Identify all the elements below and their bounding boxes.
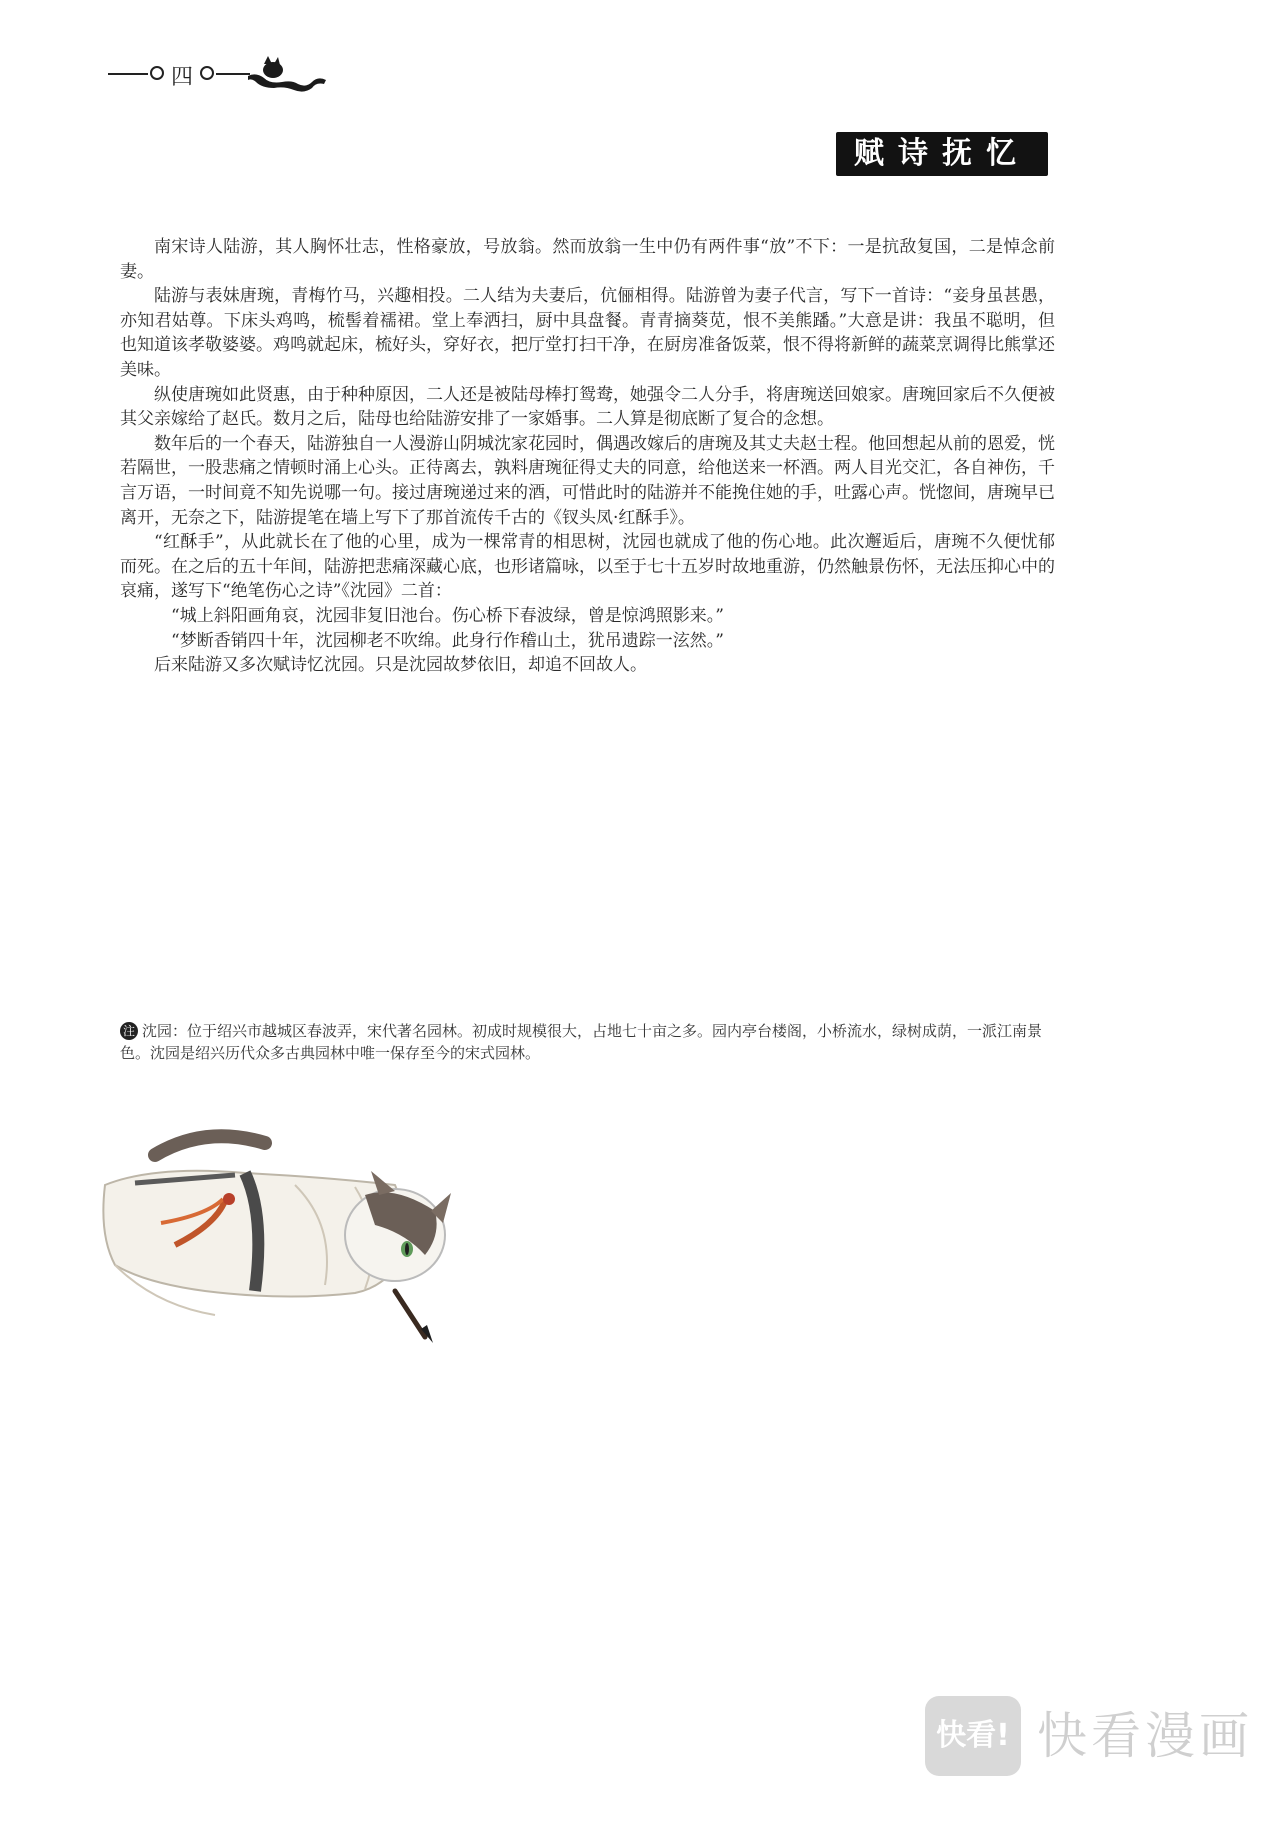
paragraph: 南宋诗人陆游，其人胸怀壮志，性格豪放，号放翁。然而放翁一生中仍有两件事“放”不下：一是抗敌复国，二是悼念前妻。 [120, 237, 1055, 282]
watermark-text: 快看漫画 [1037, 1707, 1253, 1765]
scholar-cat-illustration [95, 1115, 495, 1345]
poem-line: “梦断香销四十年，沈园柳老不吹绵。此身行作稽山土，犹吊遗踪一泫然。” [171, 630, 724, 651]
header-rule-left [108, 73, 148, 75]
watermark [925, 1690, 1265, 1780]
header-ring-right [200, 66, 214, 80]
paragraph: “红酥手”，从此就长在了他的心里，成为一棵常青的相思树，沈园也就成了他的伤心地。此次邂逅后，唐琬不久便忧郁而死。在之后的五十年间，陆游把悲痛深藏心底，也形诸篇咏，以至于七十五岁时故地重游，仍然触景伤怀，无法压抑心中的哀痛，遂写下“绝笔伤心之诗”《沈园》二首： [120, 532, 1055, 602]
article-body [120, 235, 1055, 678]
closing-paragraph: 后来陆游又多次赋诗忆沈园。只是沈园故梦依旧，却追不回故人。 [154, 655, 647, 676]
poem-line: “城上斜阳画角哀，沈园非复旧池台。伤心桥下春波绿，曾是惊鸿照影来。” [171, 605, 724, 626]
paragraph: 纵使唐琬如此贤惠，由于种种原因，二人还是被陆母棒打鸳鸯，她强令二人分手，将唐琬送回娘家。唐琬回家后不久便被其父亲嫁给了赵氏。数月之后，陆母也给陆游安排了一家婚事。二人算是彻底断了复合的念想。 [120, 384, 1055, 430]
page-header [108, 54, 328, 94]
note-text: 沈园：位于绍兴市越城区春波弄，宋代著名园林。初成时规模很大，占地七十亩之多。园内亭台楼阁，小桥流水，绿树成荫，一派江南景色。沈园是绍兴历代众多古典园林中唯一保存至今的宋式园林。 [120, 1022, 1043, 1062]
paragraph: 数年后的一个春天，陆游独自一人漫游山阴城沈家花园时，偶遇改嫁后的唐琬及其丈夫赵士程。他回想起从前的恩爱，恍若隔世，一股悲痛之情顿时涌上心头。正待离去，孰料唐琬征得丈夫的同意，给他送来一杯酒。两人目光交汇，各自神伤，千言万语，一时间竟不知先说哪一句。接过唐琬递过来的酒，可惜此时的陆游并不能挽住她的手，吐露心声。恍惚间，唐琬早已离开，无奈之下，陆游提笔在墙上写下了那首流传千古的《钗头凤·红酥手》。 [120, 433, 1055, 528]
footnote [120, 1020, 1055, 1064]
page-number: 四 [170, 65, 193, 90]
header-ring-left [150, 66, 164, 80]
paragraph: 陆游与表妹唐琬，青梅竹马，兴趣相投。二人结为夫妻后，伉俪相得。陆游曾为妻子代言，写下一首诗：“妾身虽甚愚，亦知君姑尊。下床头鸡鸣，梳髻着襦裙。堂上奉洒扫，厨中具盘餐。青青摘葵苋，恨不美熊蹯。”大意是讲：我虽不聪明，但也知道该孝敬婆婆。鸡鸣就起床，梳好头，穿好衣，把厅堂打扫干净，在厨房准备饭菜，恨不得将新鲜的蔬菜烹调得比熊掌还美味。 [120, 286, 1055, 380]
header-rule-right [216, 73, 250, 75]
watermark-badge: 快看! [925, 1696, 1021, 1776]
note-mark: 注 [120, 1022, 138, 1040]
cat-icon [246, 54, 328, 94]
section-title: 赋诗抚忆沈园 [836, 132, 1048, 176]
